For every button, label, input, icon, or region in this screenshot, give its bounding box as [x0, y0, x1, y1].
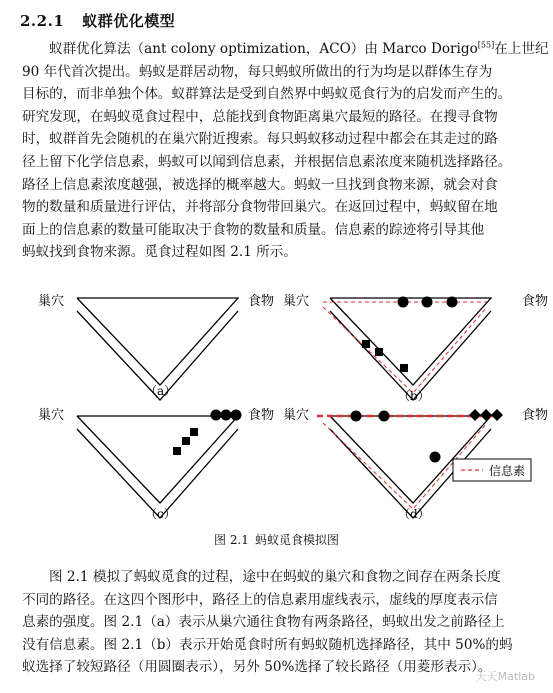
paragraph-line: 没有信息素。图 2.1（b）表示开始觅食时所有蚂蚁随机选择路径，其中 50%的蚂: [22, 636, 513, 653]
paragraph-1: [22, 38, 549, 264]
ant-square: [182, 437, 190, 445]
caption-number: 图 2.1: [214, 533, 249, 547]
paragraph-line: 90 年代首次提出。蚂蚁是群居动物，每只蚂蚁所做出的行为均是以群体生存为: [22, 63, 493, 80]
panel-d: [283, 407, 548, 521]
section-heading: [20, 10, 175, 31]
food-label: 食物: [522, 408, 549, 423]
ant-foraging-figure: [30, 285, 549, 525]
ant-square: [375, 348, 383, 356]
ant-square: [190, 428, 198, 436]
paragraph-line: 时，蚁群首先会随机的在巢穴附近搜索。每只蚂蚁移动过程中都会在其走过的路: [22, 131, 498, 148]
ant-square: [362, 340, 370, 348]
paragraph-line: 目标的，而非单独个体。蚁群算法是受到自然界中蚂蚁觅食行为的启发而产生的。: [22, 86, 512, 103]
paragraph-line: 不同的路径。在这四个图形中，路径上的信息素用虚线表示，虚线的厚度表示信: [22, 591, 498, 608]
paragraph-2: [22, 566, 534, 679]
paragraph-line: 路径上信息素浓度越强，被选择的概率越大。蚂蚁一旦找到食物来源，就会对食: [22, 176, 498, 193]
ant-circle: [422, 297, 433, 308]
nest-label: 巢穴: [283, 408, 310, 423]
paragraph-line: 蚁选择了较短路径（用圆圈表示），另外 50%选择了较长路径（用菱形表示）。: [22, 659, 492, 676]
figure-caption: [0, 531, 553, 548]
ant-circle: [211, 410, 222, 421]
ant-square: [173, 447, 181, 455]
ant-circle: [231, 410, 242, 421]
watermark: 天天Matlab: [475, 670, 535, 683]
caption-text: 蚂蚁觅食模拟图: [254, 533, 339, 547]
paragraph-line: 径上留下化学信息素，蚂蚁可以闻到信息素，并根据信息素浓度来随机选择路径。: [22, 153, 512, 170]
food-label: 食物: [522, 294, 549, 309]
panel-c: [38, 407, 274, 521]
panel-label-b: （b）: [398, 389, 430, 403]
paragraph-line: 研究发现，在蚂蚁觅食过程中，总能找到食物距离巢穴最短的路径。在搜寻食物: [22, 108, 498, 125]
paragraph-line: 物的数量和质量进行评估，并将部分食物带回巢穴。在返回过程中，蚂蚁留在地: [22, 199, 498, 216]
food-label: 食物: [248, 408, 275, 423]
paragraph-line: 面上的信息素的数量可能取决于食物的数量和质量。信息素的踪迹将引导其他: [22, 221, 485, 238]
panel-label-d: （d）: [398, 507, 430, 521]
citation-mark: [55]: [477, 40, 495, 50]
ant-circle: [351, 411, 362, 422]
food-label: 食物: [248, 294, 275, 309]
panel-b: [283, 293, 548, 403]
nest-label: 巢穴: [38, 408, 65, 423]
paragraph-line: 图 2.1 模拟了蚂蚁觅食的过程，途中在蚂蚁的巢穴和食物之间存在两条长度: [49, 569, 501, 585]
ant-diamond: [480, 409, 492, 421]
paragraph-line: 息素的强度。图 2.1（a）表示从巢穴通往食物有两条路径，蚂蚁出发之前路径上: [22, 614, 505, 631]
ant-circle: [398, 297, 409, 308]
nest-label: 巢穴: [283, 294, 310, 309]
section-title: 蚁群优化模型: [82, 12, 176, 30]
panel-label-c: （c）: [145, 507, 176, 521]
paragraph-line: 蚂蚁找到食物来源。觅食过程如图 2.1 所示。: [22, 244, 297, 261]
ant-square: [400, 364, 408, 372]
ant-circle: [379, 411, 390, 422]
legend: [453, 459, 531, 481]
panel-a: [38, 293, 274, 400]
ant-circle: [447, 297, 458, 308]
panel-label-a: （a）: [145, 384, 177, 398]
legend-label: 信息素: [489, 464, 526, 478]
ant-diamond: [469, 409, 481, 421]
ant-circle: [221, 410, 232, 421]
nest-label: 巢穴: [38, 294, 65, 309]
ant-diamond: [491, 409, 503, 421]
ant-circle: [430, 452, 441, 463]
section-number: 2.2.1: [20, 12, 65, 30]
paragraph-line: 蚁群优化算法（ant colony optimization，ACO）由 Marco Dorigo[55]在上世纪: [49, 40, 549, 57]
pheromone-trail: [323, 307, 487, 393]
